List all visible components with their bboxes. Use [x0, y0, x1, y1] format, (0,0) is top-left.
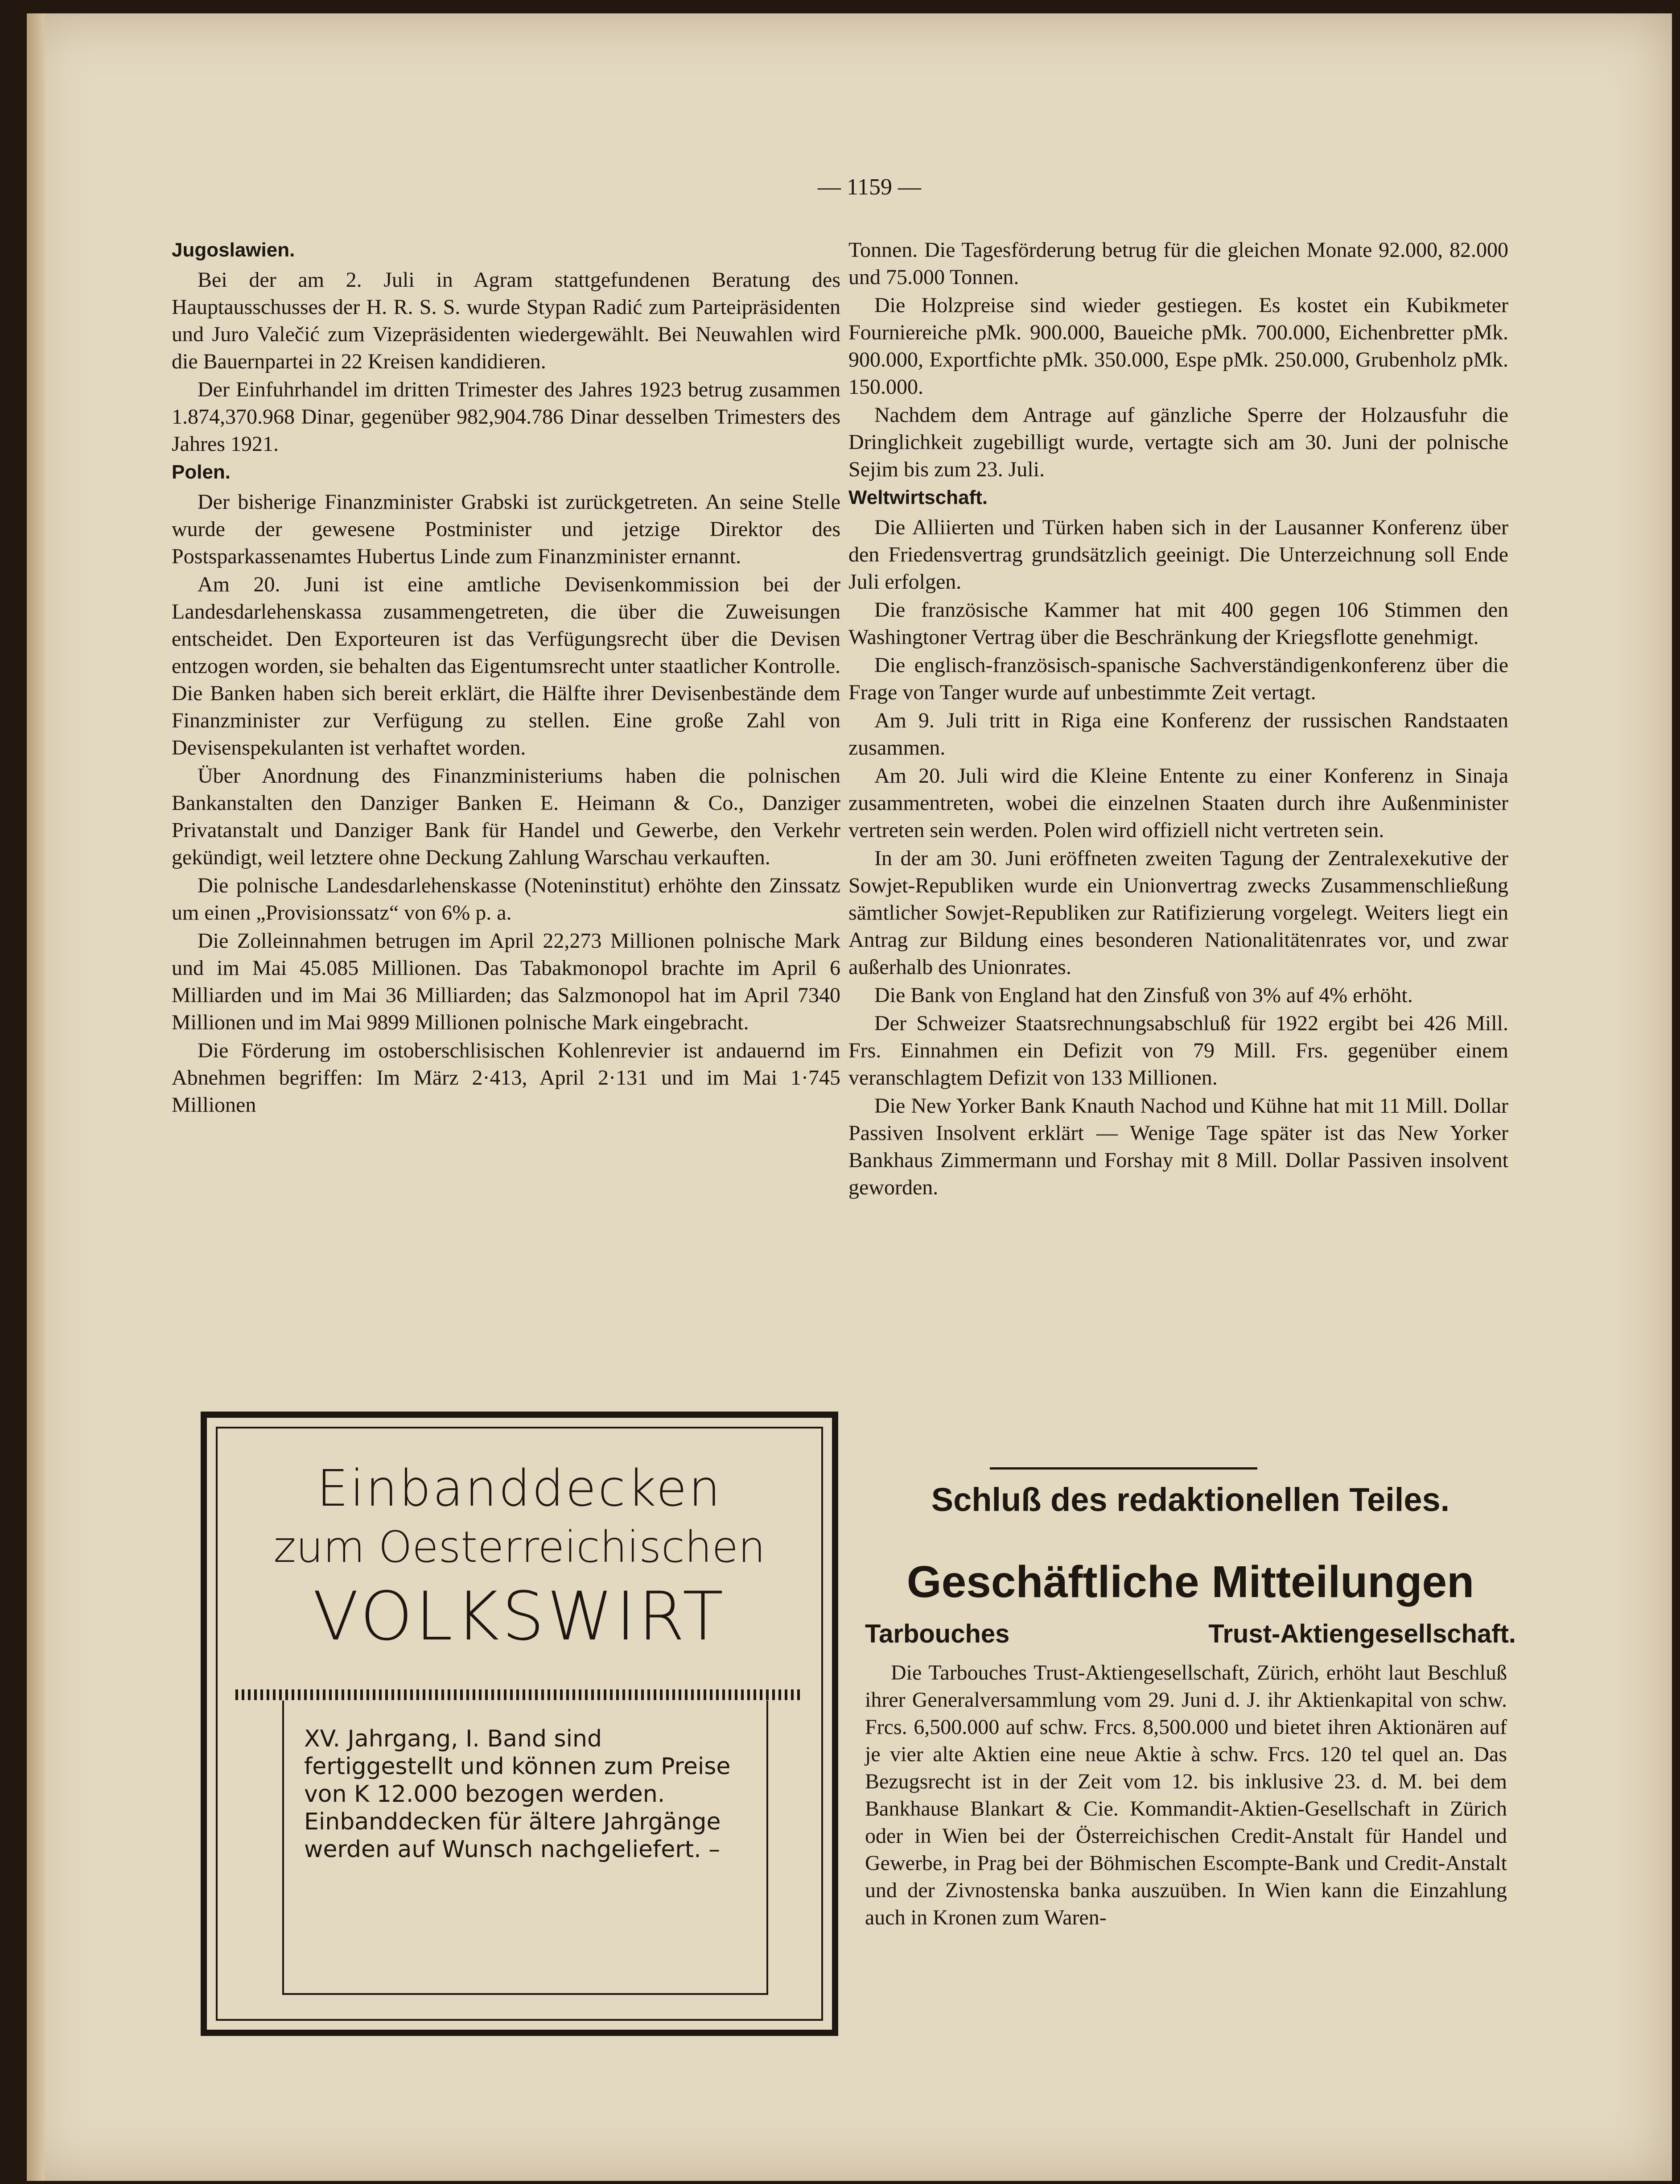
business-company-heading — [865, 1619, 1516, 1649]
article-paragraph: Über Anordnung des Finanzministeriums haben die polnischen Bankanstalten den Danziger Banken E. Heimann & Co., Danziger Privatanstalt und Danziger Bank für Handel und Gewerbe, den Verkehr gekündigt, weil letztere ohne Deckung Zahlung Warschau verkauften. — [172, 764, 840, 869]
advertisement-inner-frame — [216, 1427, 823, 2021]
article-paragraph: Am 20. Juni ist eine amtliche Devisenkommission bei der Landesdarlehenskassa zusammengetreten, die über die Zuweisungen entscheidet. Den Exporteuren ist das Verfügungsrecht über die Devisen entzogen worden, sie behalten das Eigentumsrecht unter staatlicher Kontrolle. Die Banken haben sich bereit erklärt, die Hälfte ihrer Devisenbestände dem Finanzminister zur Verfügung zu stellen. Eine große Zahl von Devisenspekulanten ist verhaftet worden. — [172, 573, 840, 760]
article-paragraph: Die französische Kammer hat mit 400 gegen 106 Stimmen den Washingtoner Vertrag über die Beschränkung der Kriegsflotte genehmigt. — [848, 598, 1508, 649]
advertisement-box — [201, 1412, 838, 2036]
section-heading: Weltwirtschaft. — [848, 487, 988, 508]
article-paragraph: Bei der am 2. Juli in Agram stattgefundenen Beratung des Hauptausschusses der H. R. S. S. wurde Stypan Radić zum Parteipräsidenten und Juro Valečić zum Vizepräsidenten wiedergewählt. Bei Neuwahlen wird die Bauernpartei in 22 Kreisen kandidieren. — [172, 268, 840, 373]
article-paragraph: Die New Yorker Bank Knauth Nachod und Kühne hat mit 11 Mill. Dollar Passiven Insolvent erklärt — Wenige Tage später ist das New Yorker Bankhaus Zimmermann und Forshay mit 8 Mill. Dollar Passiven insolvent geworden. — [848, 1094, 1508, 1199]
page-edge — [27, 13, 45, 2181]
article-paragraph: Der Schweizer Staatsrechnungsabschluß für 1922 ergibt bei 426 Mill. Frs. Einnahmen ein Defizit von 79 Mill. Frs. gegenüber einem veranschlagtem Defizit von 133 Millionen. — [848, 1011, 1508, 1090]
ad-title-line3: VOLKSWIRT — [313, 1578, 726, 1656]
business-notice-text: Die Tarbouches Trust-Aktiengesellschaft, Zürich, erhöht laut Beschluß ihrer Generalversammlung vom 29. Juni d. J. ihr Aktienkapital von schw. Frcs. 6,500.000 auf schw. Frcs. 8,500.000 und bietet ihren Aktionären auf je vier alte Aktien eine neue Aktie à schw. Frcs. 120 tel quel an. Das Bezugsrecht ist in der Zeit vom 12. bis inklusive 23. d. M. bei dem Bankhause Blankart & Cie. Kommandit-Aktien-Gesellschaft in Zürich oder in Wien bei der Österreichischen Credit-Anstalt für Handel und Gewerbe, in Prag bei der Böhmischen Escompte-Bank und Credit-Anstalt und der Zivnostenska banka auszuüben. In Wien kann die Einzahlung auch in Kronen zum Waren- — [865, 1661, 1507, 1929]
newspaper-page — [27, 13, 1672, 2181]
article-paragraph: Die Holzpreise sind wieder gestiegen. Es kostet ein Kubikmeter Fourniereiche pMk. 900.000, Baueiche pMk. 700.000, Eichenbretter pMk. 900.000, Exportfichte pMk. 350.000, Espe pMk. 250.000, Grubenholz pMk. 150.000. — [848, 293, 1508, 399]
article-paragraph: Tonnen. Die Tagesförderung betrug für die gleichen Monate 92.000, 82.000 und 75.000 Tonnen. — [848, 238, 1508, 289]
right-column — [848, 236, 1508, 1202]
article-paragraph: Am 20. Juli wird die Kleine Entente zu einer Konferenz in Sinaja zusammentreten, wobei die einzelnen Staaten durch ihre Außenminister vertreten sein werden. Polen wird offiziell nicht vertreten sein. — [848, 764, 1508, 842]
article-paragraph: Am 9. Juli tritt in Riga eine Konferenz der russischen Randstaaten zusammen. — [848, 709, 1508, 760]
article-paragraph: Die Förderung im ostoberschlisischen Kohlenrevier ist andauernd im Abnehmen begriffen: Im März 2·413, April 2·131 und im Mai 1·745 Millionen — [172, 1039, 840, 1117]
section-heading: Jugoslawien. — [172, 239, 295, 261]
left-column — [172, 236, 840, 1119]
company-name-part1: Tarbouches — [865, 1619, 1010, 1648]
section-divider — [990, 1467, 1257, 1470]
article-paragraph: Die polnische Landesdarlehenskasse (Noteninstitut) erhöhte den Zinssatz um einen „Provisionssatz“ von 6% p. a. — [172, 874, 840, 925]
article-paragraph: In der am 30. Juni eröffneten zweiten Tagung der Zentralexekutive der Sowjet-Republiken wurde ein Unionvertrag zwecks Zusammenschließung sämtlicher Sowjet-Republiken zur Ratifizierung vorgelegt. Weiters liegt ein Antrag zur Bildung eines besonderen Nationalitätenrates vor, und zwar außerhalb des Unionrates. — [848, 846, 1508, 979]
article-paragraph: Der Einfuhrhandel im dritten Trimester des Jahres 1923 betrug zusammen 1.874,370.968 Dinar, gegenüber 982,904.786 Dinar desselben Trimesters des Jahres 1921. — [172, 378, 840, 456]
article-paragraph: Nachdem dem Antrage auf gänzliche Sperre der Holzausfuhr die Dringlichkeit zugebilligt wurde, vertagte sich am 30. Juni der polnische Sejim bis zum 23. Juli. — [848, 403, 1508, 481]
article-paragraph: Die Alliierten und Türken haben sich in der Lausanner Konferenz über den Friedensvertrag grundsätzlich geeinigt. Die Unterzeichnung soll Ende Juli erfolgen. — [848, 516, 1508, 594]
article-paragraph: Die Bank von England hat den Zinsfuß von 3% auf 4% erhöht. — [874, 983, 1413, 1007]
ad-decorative-rule — [235, 1689, 803, 1700]
article-paragraph: Die Zolleinnahmen betrugen im April 22,273 Millionen polnische Mark und im Mai 45.085 Millionen. Das Tabakmonopol brachte im April 6 Milliarden und im Mai 36 Milliarden; das Salzmonopol hat im April 7340 Millionen und im Mai 9899 Millionen polnische Mark eingebracht. — [172, 929, 840, 1034]
article-paragraph: Der bisherige Finanzminister Grabski ist zurückgetreten. An seine Stelle wurde der gewesene Postminister und jetzige Direktor des Postsparkassenamtes Hubertus Linde zum Finanzminister ernannt. — [172, 490, 840, 568]
section-heading: Polen. — [172, 461, 231, 483]
article-paragraph: Die englisch-französisch-spanische Sachverständigenkonferenz über die Frage von Tanger wurde auf unbestimmte Zeit vertagt. — [848, 653, 1508, 704]
ad-title-line2: zum Oesterreichischen — [273, 1522, 766, 1572]
page-number: — 1159 — — [817, 174, 922, 200]
editorial-end-notice: Schluß des redaktionellen Teiles. — [931, 1481, 1450, 1518]
company-name-part2: Trust-Aktiengesellschaft. — [1208, 1619, 1516, 1648]
ad-title-line1: Einbanddecken — [317, 1460, 722, 1518]
business-section-title: Geschäftliche Mitteilungen — [906, 1557, 1474, 1607]
ad-notice-text: XV. Jahrgang, I. Band sind fertiggestellt und können zum Preise von K 12.000 bezogen werden. Einbanddecken für ältere Jahrgänge werden auf Wunsch nachgeliefert. – — [282, 1701, 768, 1995]
